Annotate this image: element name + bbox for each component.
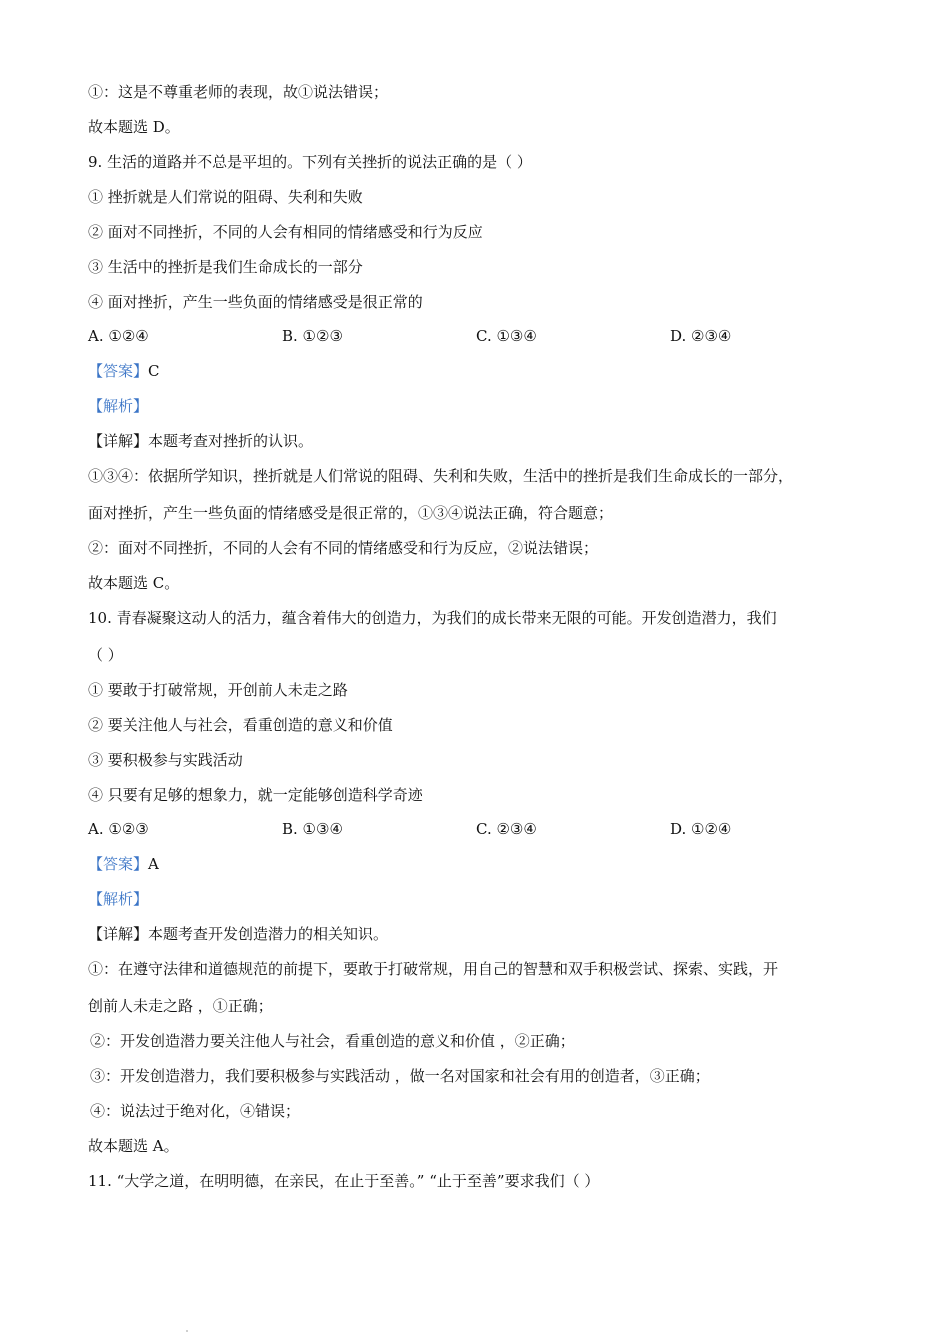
question-9-statement-3: ③ 生活中的挫折是我们生命成长的一部分 [88,258,363,276]
question-9-analysis-tag: 【解析】 [88,397,149,415]
question-11-stem: 11. “大学之道，在明明德，在亲民，在止于至善。” “止于至善”要求我们（ ） [88,1172,600,1190]
question-10-stem-bracket: （ ） [88,646,123,664]
question-10-statement-1: ① 要敢于打破常规，开创前人未走之路 [88,681,348,699]
answer-value: C [148,362,160,380]
question-9-answer [88,361,160,381]
text-line: ③：开发创造潜力，我们要积极参与实践活动 ，做一名对国家和社会有用的创造者，③正确； [90,1067,710,1085]
text-line: ①③④：依据所学知识，挫折就是人们常说的阻碍、失利和失败，生活中的挫折是我们生命成长的一部分， [88,467,794,485]
question-10-stem: 10. 青春凝聚这动人的活力，蕴含着伟大的创造力，为我们的成长带来无限的可能。开发创造潜力，我们 [88,609,777,627]
question-9-stem: 9. 生活的道路并不总是平坦的。下列有关挫折的说法正确的是（ ） [88,153,532,171]
question-9-statement-4: ④ 面对挫折，产生一些负面的情绪感受是很正常的 [88,293,423,311]
text-line: 故本题选 C。 [88,574,180,592]
text-line: ④：说法过于绝对化，④错误； [90,1102,301,1120]
text-line: ②：面对不同挫折，不同的人会有不同的情绪感受和行为反应，②说法错误； [88,539,599,557]
question-10-option-b: B. ①③④ [282,820,343,838]
page-speck [186,1330,188,1332]
question-10-answer [88,854,159,874]
question-10-option-c: C. ②③④ [476,820,537,838]
text-line: 故本题选 A。 [88,1137,179,1155]
question-10-option-d: D. ①②④ [670,820,732,838]
text-line: ①：在遵守法律和道德规范的前提下，要敢于打破常规，用自己的智慧和双手积极尝试、探索、实践，开 [88,960,779,978]
text-line: 创前人未走之路 ，①正确； [88,997,273,1015]
question-10-option-a: A. ①②③ [88,820,149,838]
question-9-option-c: C. ①③④ [476,327,537,345]
question-9-option-d: D. ②③④ [670,327,732,345]
text-line: 故本题选 D。 [88,118,180,136]
question-10-statement-4: ④ 只要有足够的想象力，就一定能够创造科学奇迹 [88,786,423,804]
question-10-analysis-tag: 【解析】 [88,890,149,908]
question-9-statement-1: ① 挫折就是人们常说的阻碍、失利和失败 [88,188,363,206]
text-line: 面对挫折，产生一些负面的情绪感受是很正常的，①③④说法正确，符合题意； [88,504,614,522]
text-line: ①：这是不尊重老师的表现，故①说法错误； [88,83,389,101]
text-line: ②：开发创造潜力要关注他人与社会，看重创造的意义和价值 ，②正确； [90,1032,575,1050]
question-9-option-a: A. ①②④ [88,327,149,345]
answer-tag: 【答案】 [88,855,149,873]
question-9-statement-2: ② 面对不同挫折，不同的人会有相同的情绪感受和行为反应 [88,223,483,241]
question-10-statement-2: ② 要关注他人与社会，看重创造的意义和价值 [88,716,393,734]
answer-value: A [148,855,159,873]
question-10-statement-3: ③ 要积极参与实践活动 [88,751,243,769]
question-10-detail: 【详解】本题考查开发创造潜力的相关知识。 [88,925,389,943]
question-9-detail: 【详解】本题考查对挫折的认识。 [88,432,314,450]
question-9-option-b: B. ①②③ [282,327,343,345]
answer-tag: 【答案】 [88,362,149,380]
